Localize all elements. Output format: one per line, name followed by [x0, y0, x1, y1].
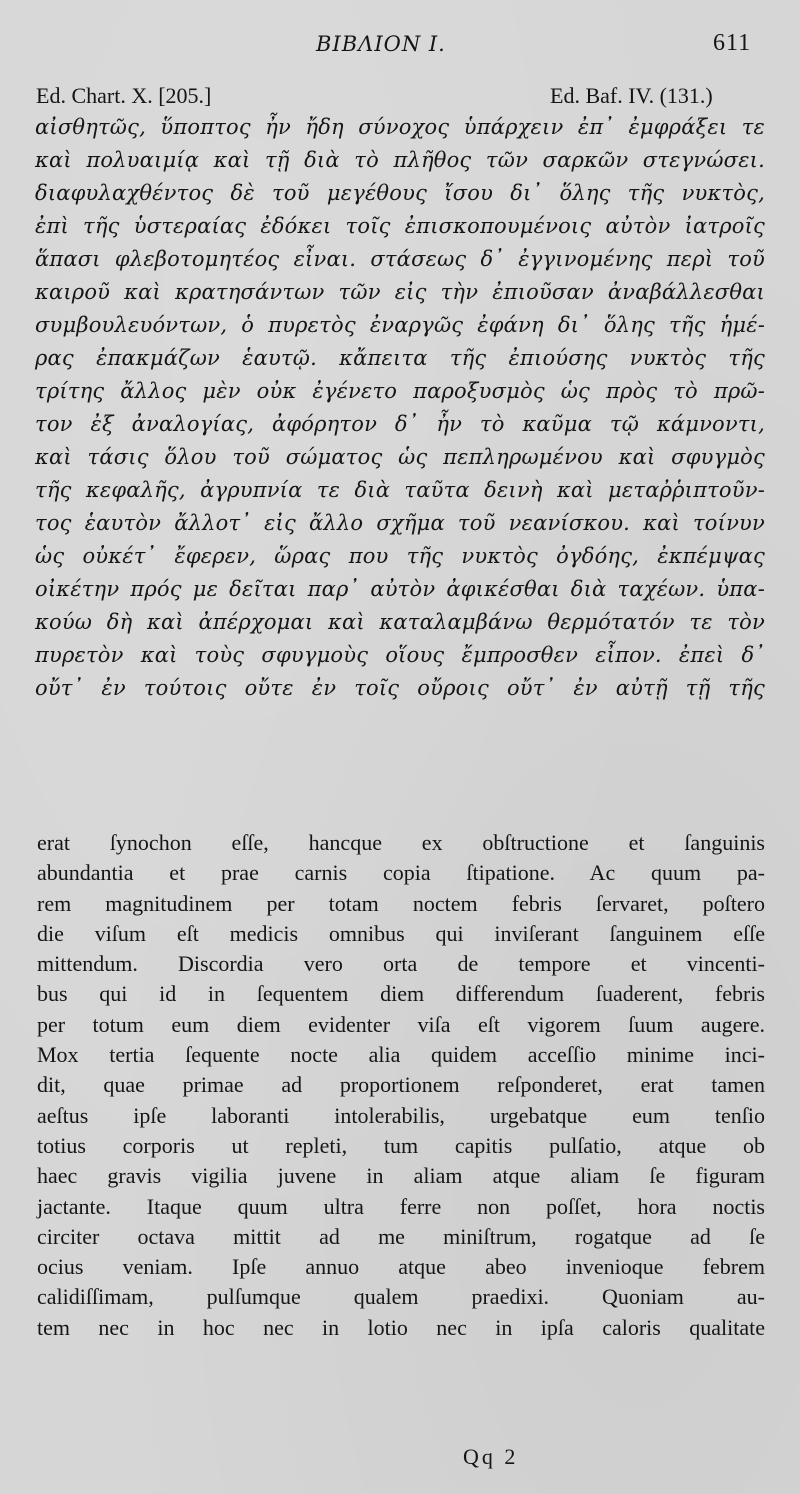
greek-text-line: κούω δὴ καὶ ἀπέρχομαι καὶ καταλαμβάνω θερμότατόν τε τὸν: [35, 610, 765, 634]
greek-text-line: τον ἐξ ἀναλογίας, ἀφόρητον δ᾽ ἦν τὸ καῦμα τῷ κάμνοντι,: [35, 412, 765, 436]
latin-text-line: die viſum eſt medicis omnibus qui inviſerant ſanguinem eſſe: [37, 920, 765, 946]
greek-text-line: καιροῦ καὶ κρατησάντων τῶν εἰς τὴν ἐπιοῦσαν ἀναβάλλεσθαι: [35, 280, 765, 304]
edition-reference-basel: Ed. Baf. IV. (131.): [550, 83, 713, 108]
running-title: ΒΙΒΛΙΟΝ Ι.: [316, 32, 446, 56]
signature-mark: Qq 2: [463, 1444, 519, 1469]
latin-text-line: abundantia et prae carnis copia ſtipatione. Ac quum pa-: [37, 860, 765, 886]
greek-text-line: αἰσθητῶς, ὕποπτος ἦν ἤδη σύνοχος ὑπάρχειν ἐπ᾽ ἐμφράξει τε: [35, 115, 765, 139]
latin-text-line: haec gravis vigilia juvene in aliam atque aliam ſe figuram: [37, 1163, 765, 1189]
edition-references: [0, 83, 800, 111]
latin-text-line: bus qui id in ſequentem diem differendum ſuaderent, febris: [37, 981, 765, 1007]
latin-text-line: circiter octava mittit ad me miniſtrum, rogatque ad ſe: [37, 1223, 765, 1249]
latin-text-line: dit, quae primae ad proportionem reſponderet, erat tamen: [37, 1072, 765, 1098]
latin-text-line: aeſtus ipſe laboranti intolerabilis, urgebatque eum tenſio: [37, 1102, 765, 1128]
greek-text-line: ἅπασι φλεβοτομητέος εἶναι. στάσεως δ᾽ ἐγγινομένης περὶ τοῦ: [35, 247, 765, 271]
edition-reference-chartier: Ed. Chart. X. [205.]: [36, 83, 212, 108]
running-head: [0, 32, 800, 66]
latin-text-line: calidiſſimam, pulſumque qualem praedixi. Quoniam au-: [37, 1284, 765, 1310]
latin-text-line: erat ſynochon eſſe, hancque ex obſtructione et ſanguinis: [37, 830, 765, 855]
latin-text-line: jactante. Itaque quum ultra ferre non poſſet, hora noctis: [37, 1193, 765, 1219]
latin-text-block: [37, 828, 765, 1343]
greek-text-line: οἰκέτην πρός με δεῖται παρ᾽ αὐτὸν ἀφικέσθαι διὰ ταχέων. ὑπα-: [35, 577, 765, 601]
latin-text-line: tem nec in hoc nec in lotio nec in ipſa caloris qualitate: [37, 1314, 765, 1340]
greek-text-line: ρας ἐπακμάζων ἑαυτῷ. κἄπειτα τῆς ἐπιούσης νυκτὸς τῆς: [35, 346, 765, 370]
latin-text-line: per totum eum diem evidenter viſa eſt vigorem ſuum augere.: [37, 1011, 765, 1037]
greek-text-line: τῆς κεφαλῆς, ἀγρυπνία τε διὰ ταῦτα δεινὴ καὶ μεταῤῥιπτοῦν-: [35, 478, 765, 502]
latin-text-line: mittendum. Discordia vero orta de tempore et vincenti-: [37, 951, 765, 977]
greek-text-line: ἐπὶ τῆς ὑστεραίας ἐδόκει τοῖς ἐπισκοπουμένοις αὐτὸν ἰατροῖς: [35, 214, 765, 238]
greek-text-line: καὶ τάσις ὅλου τοῦ σώματος ὡς πεπληρωμένου καὶ σφυγμὸς: [35, 445, 765, 469]
greek-text-line: πυρετὸν καὶ τοὺς σφυγμοὺς οἵους ἔμπροσθεν εἶπον. ἐπεὶ δ᾽: [35, 643, 765, 667]
greek-text-line: συμβουλευόντων, ὁ πυρετὸς ἐναργῶς ἐφάνη δι᾽ ὅλης τῆς ἡμέ-: [35, 313, 765, 337]
greek-text-line: τος ἑαυτὸν ἄλλοτ᾽ εἰς ἄλλο σχῆμα τοῦ νεανίσκου. καὶ τοίνυν: [35, 511, 765, 535]
latin-text-line: ocius veniam. Ipſe annuo atque abeo invenioque febrem: [37, 1254, 765, 1280]
latin-text-line: rem magnitudinem per totam noctem febris ſervaret, poſtero: [37, 890, 765, 916]
page-number: 611: [713, 30, 752, 56]
latin-text-line: Mox tertia ſequente nocte alia quidem acceſſio minime inci-: [37, 1042, 765, 1068]
greek-text-line: οὔτ᾽ ἐν τούτοις οὔτε ἐν τοῖς οὔροις οὔτ᾽ ἐν αὐτῇ τῇ τῆς: [35, 676, 765, 700]
greek-text-line: διαφυλαχθέντος δὲ τοῦ μεγέθους ἴσου δι᾽ ὅλης τῆς νυκτὸς,: [35, 181, 765, 205]
greek-text-line: τρίτης ἄλλος μὲν οὐκ ἐγένετο παροξυσμὸς ὡς πρὸς τὸ πρῶ-: [35, 379, 765, 403]
greek-text-block: [35, 111, 765, 705]
latin-text-line: totius corporis ut repleti, tum capitis pulſatio, atque ob: [37, 1132, 765, 1158]
greek-text-line: καὶ πολυαιμίᾳ καὶ τῇ διὰ τὸ πλῆθος τῶν σαρκῶν στεγνώσει.: [35, 148, 765, 172]
greek-text-line: ὡς οὐκέτ᾽ ἔφερεν, ὥρας που τῆς νυκτὸς ὀγδόης, ἐκπέμψας: [35, 544, 765, 568]
